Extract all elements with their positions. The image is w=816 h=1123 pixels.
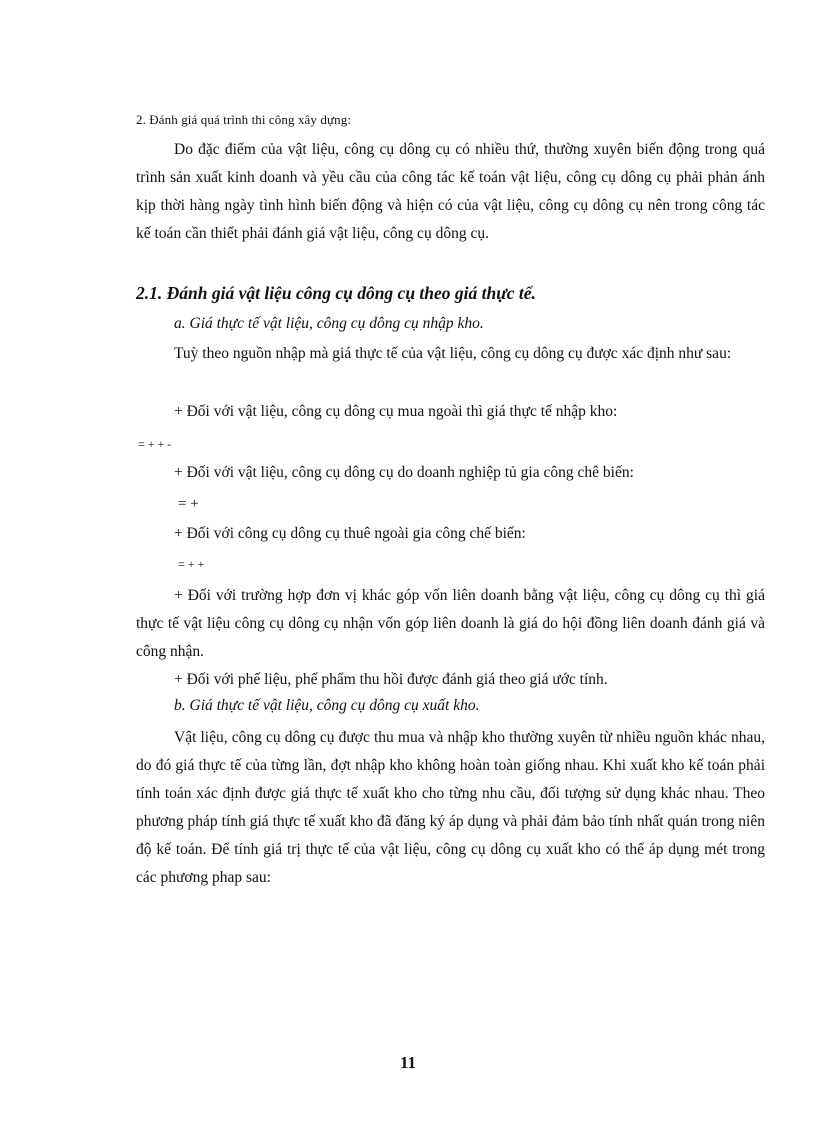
subheading-a: a. Giá thực tế vật liệu, công cụ dông cụ nhập kho. [174, 315, 484, 332]
paragraph-b: Vật liệu, công cụ dông cụ được thu mua và nhập kho thường xuyên từ nhiều nguồn khác nhau, do đó giá thực tế của từng lần, đợt nhập kho không hoàn toàn giống nhau. Khi xuất kho kế toán phải tính toán xác định được giá thực tế xuất kho cho từng nhu cầu, đối tượng sử dụng khác nhau. Theo phương pháp tính giá thực tế xuất kho đã đăng ký áp dụng và phải đảm bảo tính nhất quán trong niên độ kế toán. Để tính giá trị thực tế của vật liệu, công cụ dông cụ xuất kho có thể áp dụng mét trong các phương phap sau: [136, 729, 765, 886]
item-3: + Đối với công cụ dông cụ thuê ngoài gia công chế biến: [174, 525, 526, 542]
paragraph-a-intro: Tuỳ theo nguồn nhập mà giá thực tế của vật liệu, công cụ dông cụ được xác định như sau: [174, 345, 732, 362]
item-5: + Đối với phế liệu, phế phẩm thu hồi được đánh giá theo giá ước tính. [174, 671, 608, 688]
heading-2-1: 2.1. Đánh giá vật liệu công cụ dông cụ theo giá thực tế. [136, 283, 536, 303]
formula-3: = + + [178, 557, 205, 571]
section-title: 2. Đánh giá quá trình thi công xây dựng: [136, 112, 352, 127]
item-1: + Đối với vật liệu, công cụ dông cụ mua ngoài thì giá thực tế nhập kho: [174, 403, 618, 420]
subheading-b: b. Giá thực tế vật liệu, công cụ dông cụ xuất kho. [174, 697, 480, 714]
item-2: + Đối với vật liệu, công cụ dông cụ do doanh nghiệp tủ gia công chê biến: [174, 464, 634, 481]
formula-2: = + [178, 496, 199, 512]
intro-paragraph: Do đặc điểm của vật liệu, công cụ dông cụ có nhiều thứ, thường xuyên biến động trong quá trình sản xuất kinh doanh và yều cầu của công tác kế toán vật liệu, công cụ dông cụ phải phản ánh kịp thời hàng ngày tình hình biến động và hiện có của vật liệu, công cụ dông cụ nên trong công tác kế toán cần thiết phải đánh giá vật liệu, công cụ dông cụ. [136, 141, 765, 242]
formula-1: = + + - [138, 437, 172, 451]
page-number: 11 [399, 1053, 417, 1072]
item-4: + Đối với trường hợp đơn vị khác góp vốn liên doanh bằng vật liệu, công cụ dông cụ thì giá thực tế vật liệu công cụ dông cụ nhận vốn góp liên doanh là giá do hội đồng liên doanh đánh giá và công nhận. [136, 587, 765, 660]
